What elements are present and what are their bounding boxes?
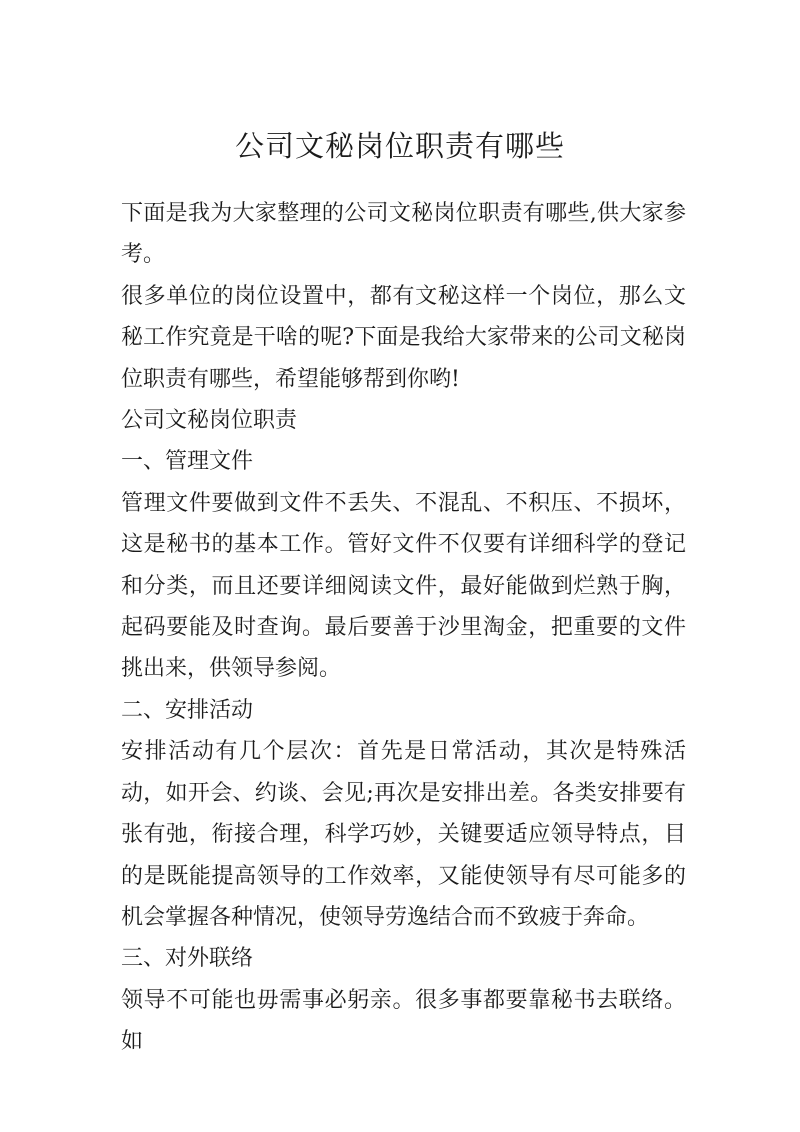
section-heading: 公司文秘岗位职责 xyxy=(121,408,298,434)
subsection-heading-1: 一、管理文件 xyxy=(121,449,254,475)
intro-paragraph: 下面是我为大家整理的公司文秘岗位职责有哪些,供大家参考。 xyxy=(121,201,686,268)
subsection-heading-2: 二、安排活动 xyxy=(121,697,254,723)
body-paragraph-3: 领导不可能也毋需事必躬亲。很多事都要靠秘书去联络。如 xyxy=(121,987,686,1055)
document-title: 公司文秘岗位职责有哪些 xyxy=(234,129,565,163)
subsection-heading-3: 三、对外联络 xyxy=(121,946,254,972)
document-body xyxy=(121,193,686,1063)
intro-paragraph-2: 很多单位的岗位设置中，都有文秘这样一个岗位，那么文秘工作究竟是干啥的呢?下面是我给大家带来的公司文秘岗位职责有哪些，希望能够帮到你哟! xyxy=(121,283,686,392)
body-paragraph-2: 安排活动有几个层次：首先是日常活动，其次是特殊活动，如开会、约谈、会见;再次是安排出差。各类安排要有张有弛，衔接合理，科学巧妙，关键要适应领导特点，目的是既能提高领导的工作效率，又能使领导有尽可能多的机会掌握各种情况，使领导劳逸结合而不致疲于奔命。 xyxy=(121,739,686,930)
body-paragraph-1: 管理文件要做到文件不丢失、不混乱、不积压、不损坏，这是秘书的基本工作。管好文件不仅要有详细科学的登记和分类，而且还要详细阅读文件，最好能做到烂熟于胸，起码要能及时查询。最后要善于沙里淘金，把重要的文件挑出来，供领导参阅。 xyxy=(121,490,686,682)
